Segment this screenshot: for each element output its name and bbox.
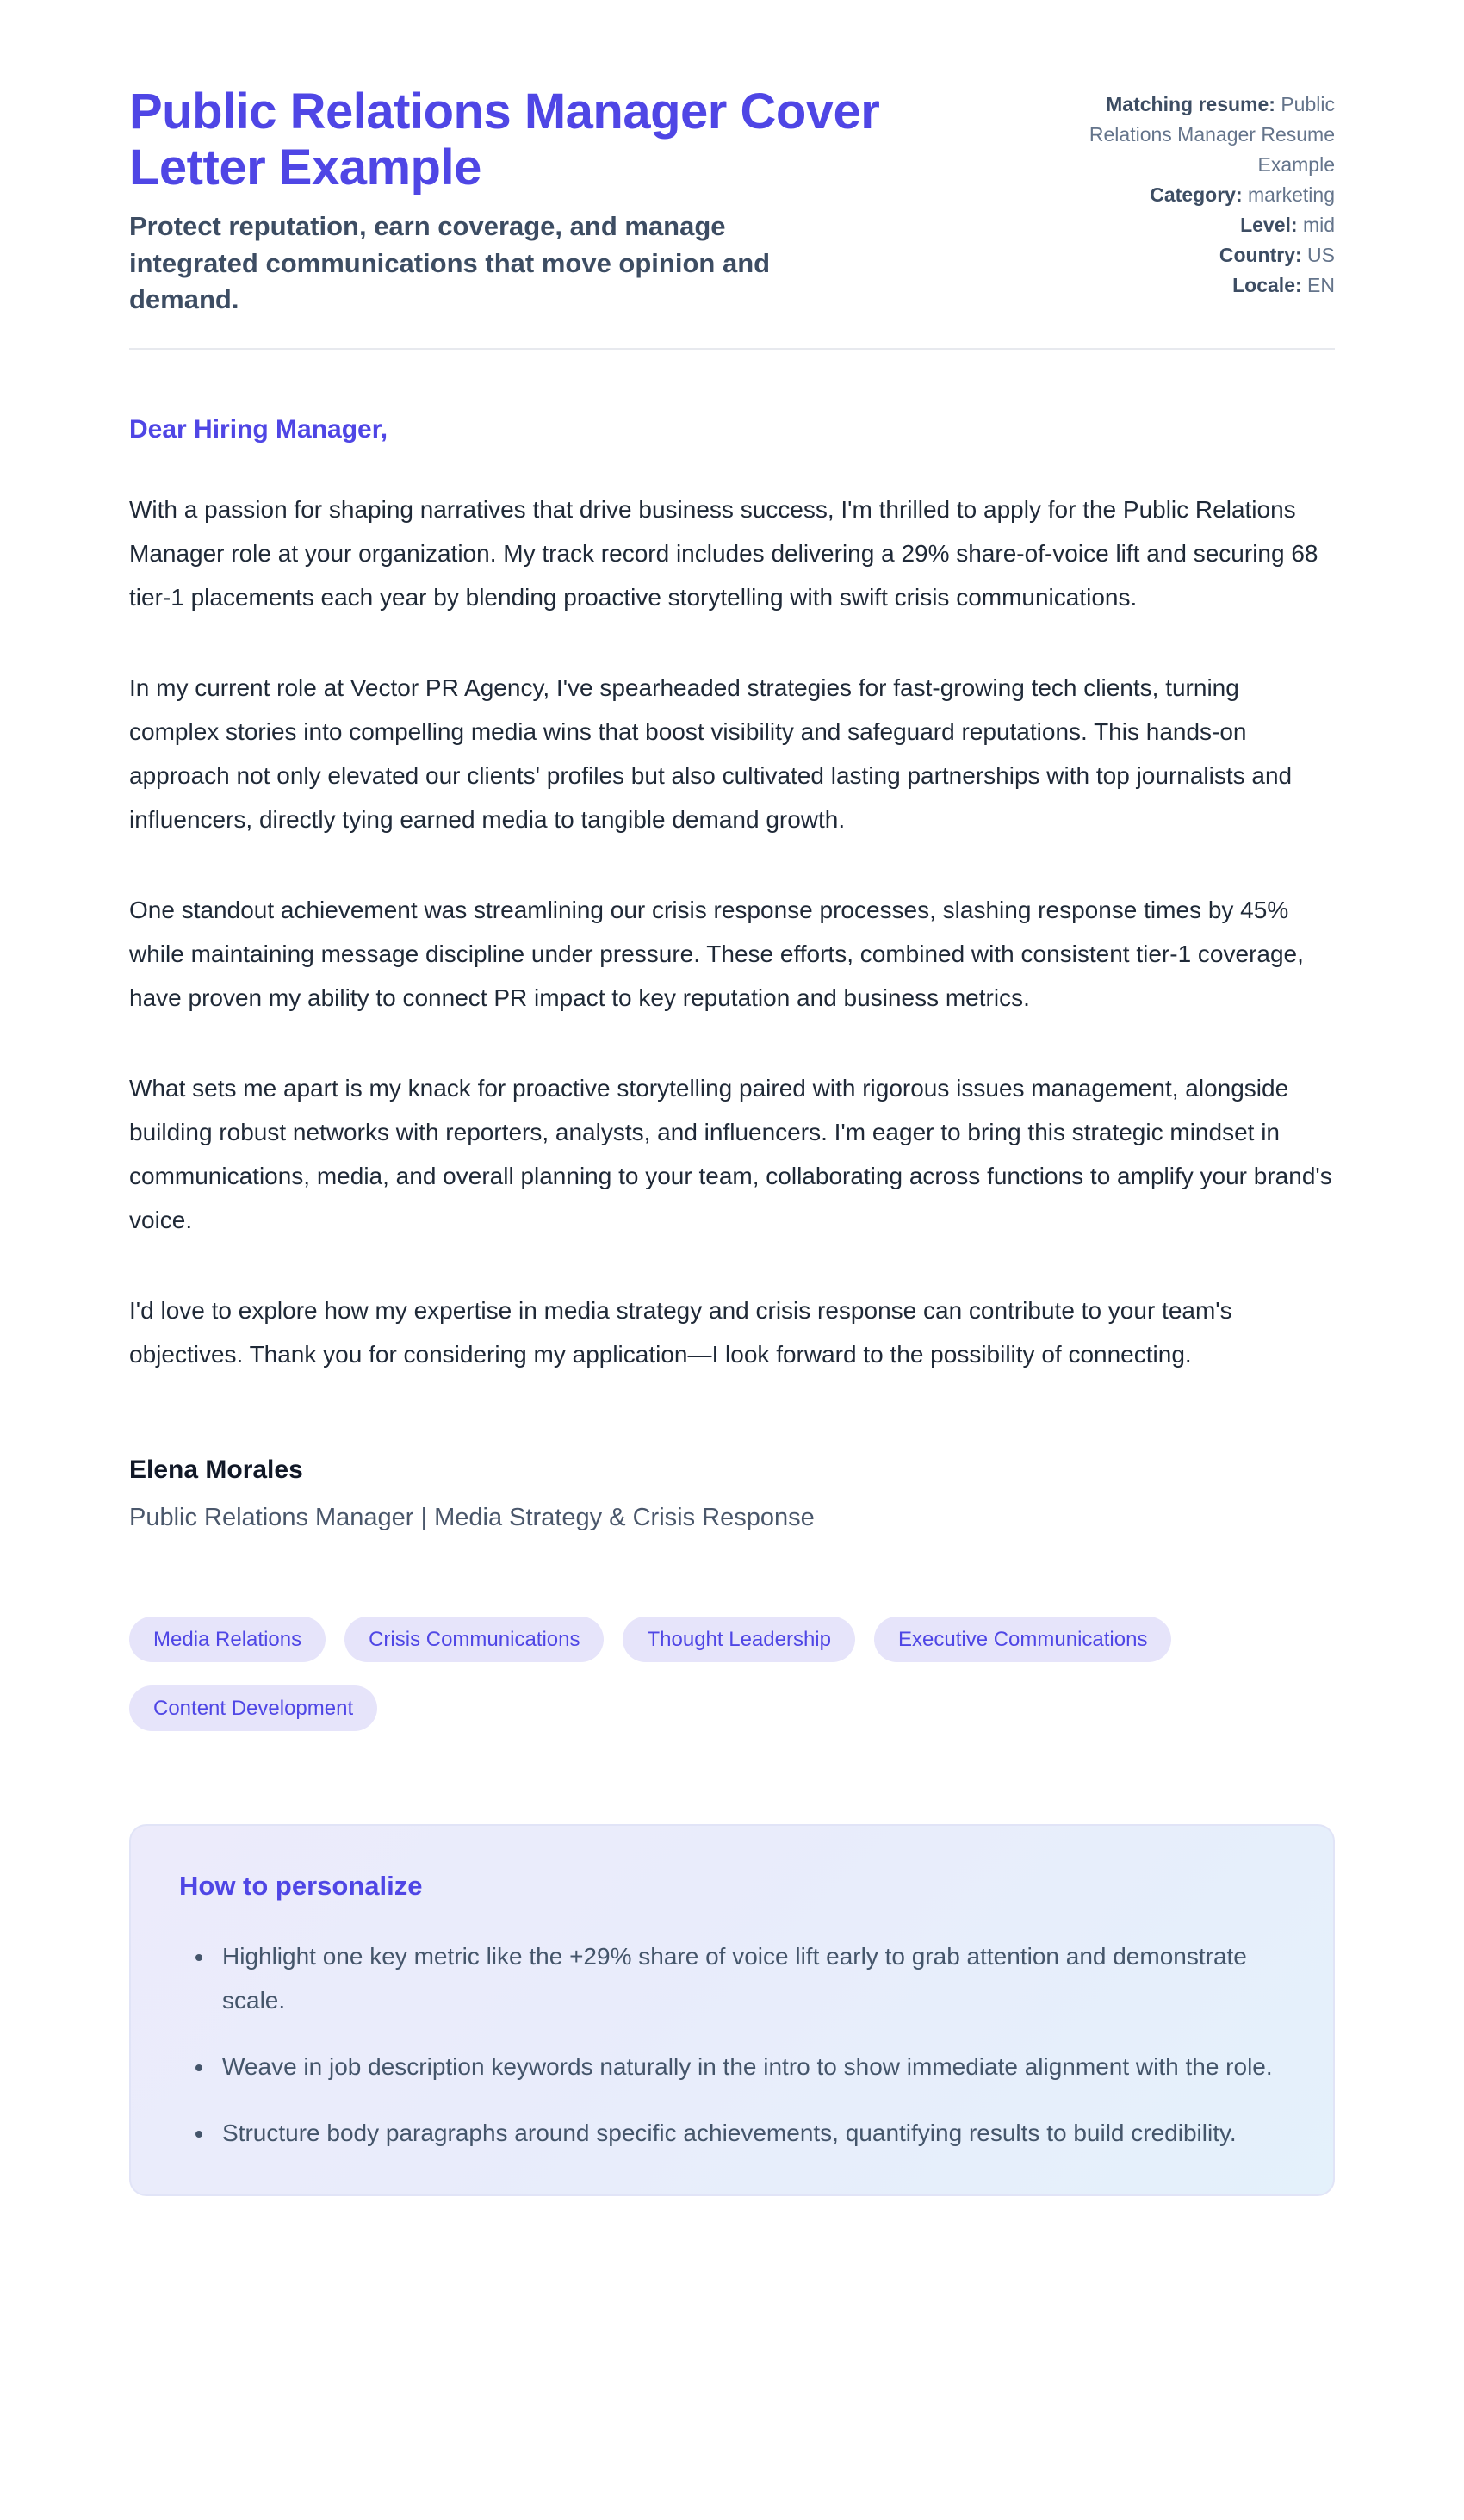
skill-tag-pill: Content Development (129, 1685, 377, 1731)
signature-name: Elena Morales (129, 1456, 303, 1485)
meta-value: US (1307, 243, 1335, 266)
meta-item (1035, 210, 1335, 240)
header-divider (129, 348, 1335, 350)
salutation: Dear Hiring Manager, (129, 415, 388, 444)
personalize-tip: • Highlight one key metric like the +29% share of voice lift early to grab attention and demonstrate scale. (215, 1934, 1285, 2022)
letter-paragraph: In my current role at Vector PR Agency, I've spearheaded strategies for fast-growing tech clients, turning complex stories into compelling media wins that boost visibility and safeguard reputations. This hands-on approach not only elevated our clients' profiles but also cultivated lasting partnerships with top journalists and influencers, directly tying earned media to tangible demand growth. (129, 674, 1293, 834)
meta-value: marketing (1248, 183, 1335, 206)
letter-paragraph: One standout achievement was streamlining our crisis response processes, slashing response times by 45% while maintaining message discipline under pressure. These efforts, combined with consistent tier-1 coverage, have proven my ability to connect PR impact to key reputation and business metrics. (129, 897, 1304, 1012)
letter-paragraph: What sets me apart is my knack for proactive storytelling paired with rigorous issues management, alongside building robust networks with reporters, analysts, and influencers. I'm eager to bring this strategic mindset in communications, media, and overall planning to your team, collaborating across functions to amplify your brand's voice. (129, 1075, 1332, 1234)
meta-label: Locale: (1232, 273, 1302, 296)
meta-value: mid (1302, 213, 1335, 236)
page-header (129, 84, 1335, 319)
skill-tags (129, 1617, 1335, 1731)
skill-tag-pill: Crisis Communications (344, 1617, 604, 1662)
meta-panel (1035, 84, 1335, 301)
meta-label: Matching resume: (1106, 93, 1275, 115)
meta-item (1035, 240, 1335, 270)
letter-paragraph: With a passion for shaping narratives that drive business success, I'm thrilled to apply for the Public Relations Manager role at your organization. My track record includes delivering a 29% share-of-voice lift and securing 68 tier-1 placements each year by blending proactive storytelling with swift crisis communications. (129, 496, 1318, 611)
signature-block (129, 1456, 1335, 1532)
personalize-tip: • Weave in job description keywords naturally in the intro to show immediate alignment with the role. (215, 2045, 1285, 2089)
letter-paragraph: I'd love to explore how my expertise in media strategy and crisis response can contribute to your team's objectives. Thank you for considering my application—I look forward to the possibility of connecting. (129, 1297, 1232, 1369)
meta-label: Category: (1150, 183, 1243, 206)
letter-body (129, 487, 1335, 1376)
page-title: Public Relations Manager Cover Letter Example (129, 84, 880, 196)
title-block (129, 84, 1001, 319)
meta-label: Level: (1240, 213, 1298, 236)
meta-item (1035, 180, 1335, 210)
meta-label: Country: (1219, 243, 1302, 266)
skill-tag-pill: Media Relations (129, 1617, 326, 1662)
meta-value: EN (1307, 273, 1335, 296)
personalize-tip: • Structure body paragraphs around specific achievements, quantifying results to build credibility. (215, 2111, 1285, 2155)
meta-value: Public Relations Manager Resume Example (1089, 93, 1335, 176)
signature-title: Public Relations Manager | Media Strategy & Crisis Response (129, 1504, 815, 1532)
skill-tag-pill: Executive Communications (874, 1617, 1171, 1662)
skill-tag-pill: Thought Leadership (623, 1617, 855, 1662)
personalize-title: How to personalize (179, 1871, 423, 1902)
meta-item (1035, 270, 1335, 301)
page-subtitle: Protect reputation, earn coverage, and manage integrated communications that move opinion and demand. (129, 210, 771, 315)
personalize-box (129, 1824, 1335, 2196)
content-container (129, 0, 1335, 2196)
personalize-tip-list (179, 1934, 1285, 2155)
meta-item (1035, 90, 1335, 180)
